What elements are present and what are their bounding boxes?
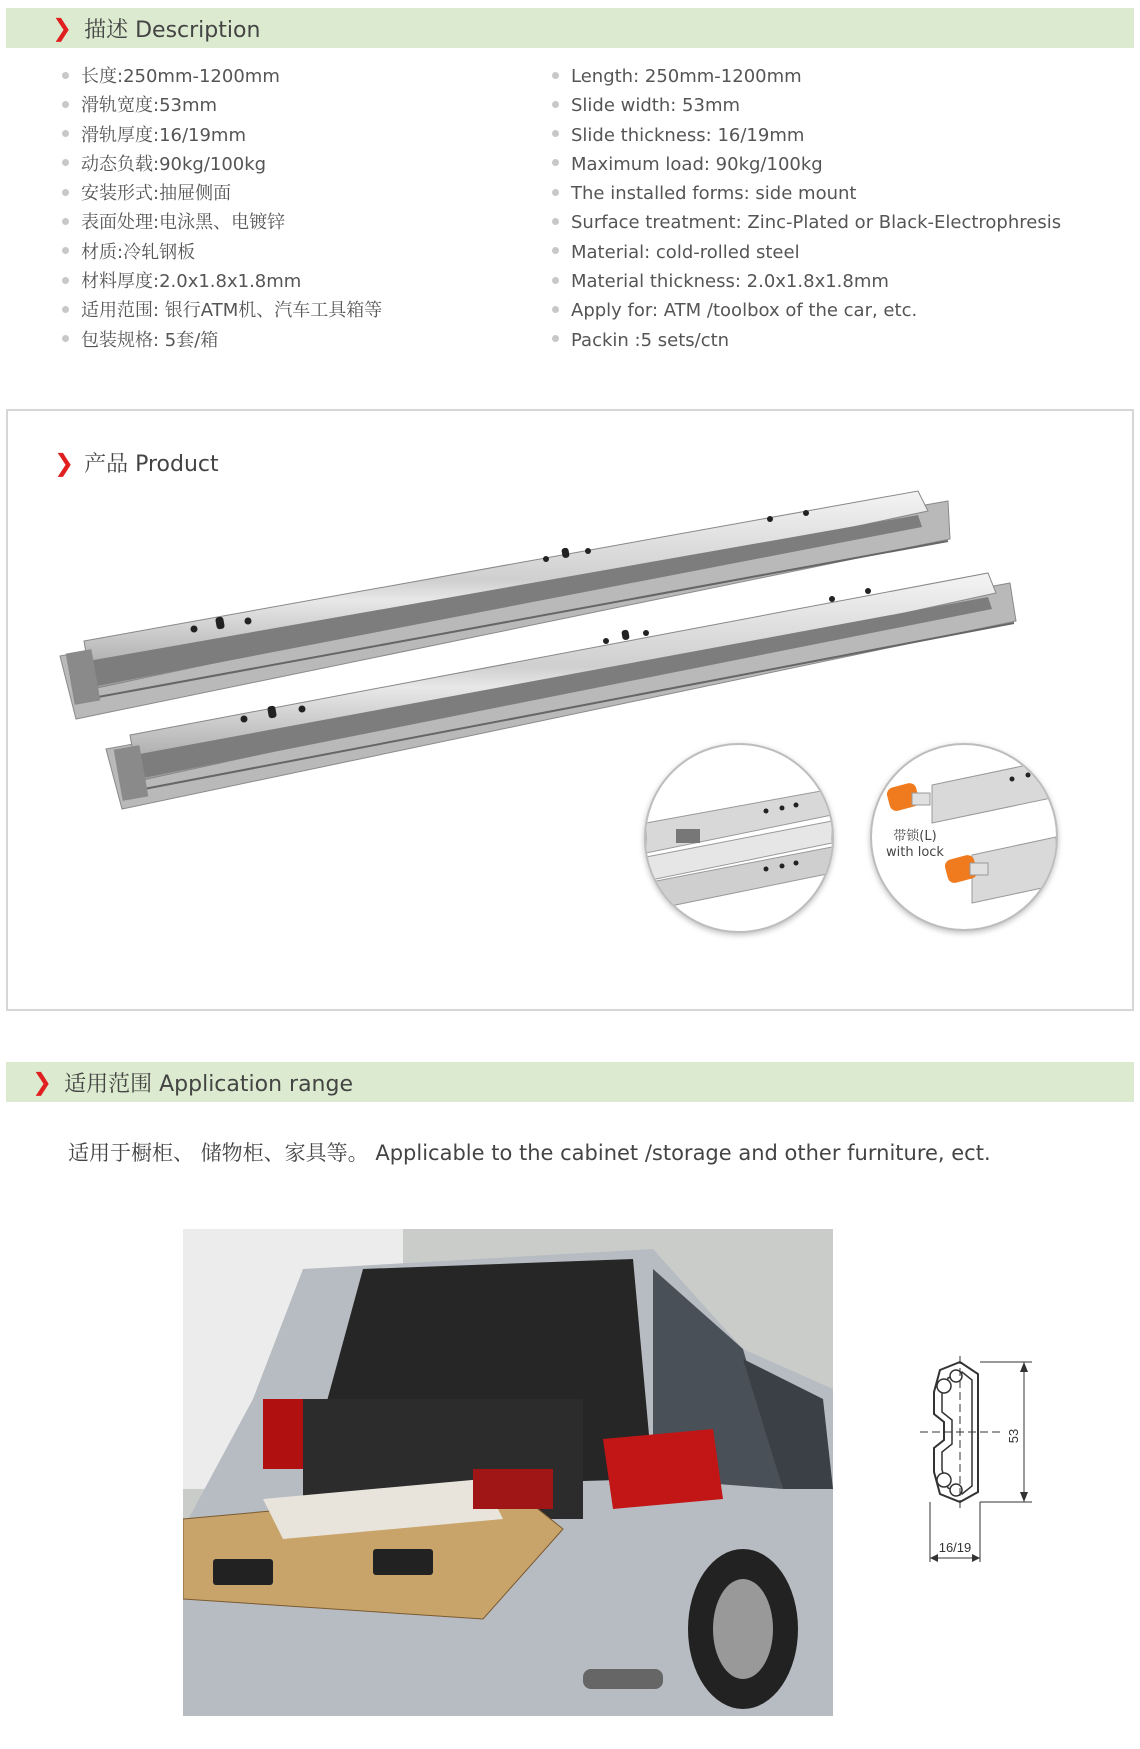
list-item: Apply for: ATM /toolbox of the car, etc. bbox=[552, 296, 1061, 325]
list-item: 动态负载:90kg/100kg bbox=[62, 150, 382, 179]
bullet-icon bbox=[62, 335, 69, 342]
lock-label bbox=[886, 829, 944, 861]
list-item: 长度:250mm-1200mm bbox=[62, 62, 382, 91]
bullet-icon bbox=[552, 218, 559, 225]
product-title: 产品 Product bbox=[84, 452, 219, 477]
application-title: 适用范围 Application range bbox=[64, 1071, 353, 1097]
bullet-icon bbox=[62, 72, 69, 79]
bullet-icon bbox=[62, 159, 69, 166]
bullet-icon bbox=[62, 130, 69, 137]
list-item: 安装形式:抽屉侧面 bbox=[62, 179, 382, 208]
list-item: 包装规格: 5套/箱 bbox=[62, 326, 382, 355]
list-item: 材质:冷轧钢板 bbox=[62, 238, 382, 267]
product-panel bbox=[6, 409, 1134, 1011]
list-item: 材料厚度:2.0x1.8x1.8mm bbox=[62, 267, 382, 296]
list-item: 滑轨厚度:16/19mm bbox=[62, 121, 382, 150]
description-header bbox=[6, 8, 1134, 48]
chevron-right-icon: ❯ bbox=[32, 1068, 53, 1096]
bullet-icon bbox=[552, 159, 559, 166]
description-title: 描述 Description bbox=[84, 17, 261, 43]
slide-profile-diagram bbox=[900, 1352, 1060, 1612]
bullet-icon bbox=[62, 277, 69, 284]
lock-label-en: with lock bbox=[886, 845, 944, 860]
list-item: Packin :5 sets/ctn bbox=[552, 326, 1061, 355]
bullet-icon bbox=[552, 277, 559, 284]
list-item: Surface treatment: Zinc-Plated or Black-Electrophresis bbox=[552, 208, 1061, 237]
bullet-icon bbox=[552, 101, 559, 108]
bullet-icon bbox=[552, 247, 559, 254]
bullet-icon bbox=[552, 130, 559, 137]
bullet-icon bbox=[62, 189, 69, 196]
list-item: 滑轨宽度:53mm bbox=[62, 91, 382, 120]
bullet-icon bbox=[62, 247, 69, 254]
bullet-icon bbox=[62, 218, 69, 225]
list-item: 表面处理:电泳黑、电镀锌 bbox=[62, 208, 382, 237]
bullet-icon bbox=[62, 101, 69, 108]
bullet-icon bbox=[552, 189, 559, 196]
car-toolbox-photo bbox=[183, 1229, 833, 1716]
chevron-right-icon: ❯ bbox=[52, 14, 73, 42]
list-item: Length: 250mm-1200mm bbox=[552, 62, 1061, 91]
list-item: Material thickness: 2.0x1.8x1.8mm bbox=[552, 267, 1061, 296]
detail-circle-rail-end bbox=[644, 743, 834, 933]
height-dimension-label: 53 bbox=[1006, 1428, 1021, 1444]
application-header bbox=[6, 1062, 1134, 1102]
list-item: 适用范围: 银行ATM机、汽车工具箱等 bbox=[62, 296, 382, 325]
lock-label-cn: 带锁(L) bbox=[893, 829, 937, 844]
application-text: 适用于橱柜、 储物柜、家具等。 Applicable to the cabinet /storage and other furniture, ect. bbox=[68, 1141, 991, 1165]
bullet-icon bbox=[552, 306, 559, 313]
list-item: Maximum load: 90kg/100kg bbox=[552, 150, 1061, 179]
list-item: The installed forms: side mount bbox=[552, 179, 1061, 208]
width-dimension-label: 16/19 bbox=[938, 1540, 972, 1555]
bullet-icon bbox=[552, 335, 559, 342]
list-item: Material: cold-rolled steel bbox=[552, 238, 1061, 267]
list-item: Slide thickness: 16/19mm bbox=[552, 121, 1061, 150]
specs-list-cn bbox=[62, 62, 382, 355]
specs-list-en bbox=[552, 62, 1061, 355]
chevron-right-icon: ❯ bbox=[54, 448, 75, 477]
bullet-icon bbox=[62, 306, 69, 313]
detail-circle-with-lock bbox=[870, 743, 1058, 931]
bullet-icon bbox=[552, 72, 559, 79]
list-item: Slide width: 53mm bbox=[552, 91, 1061, 120]
